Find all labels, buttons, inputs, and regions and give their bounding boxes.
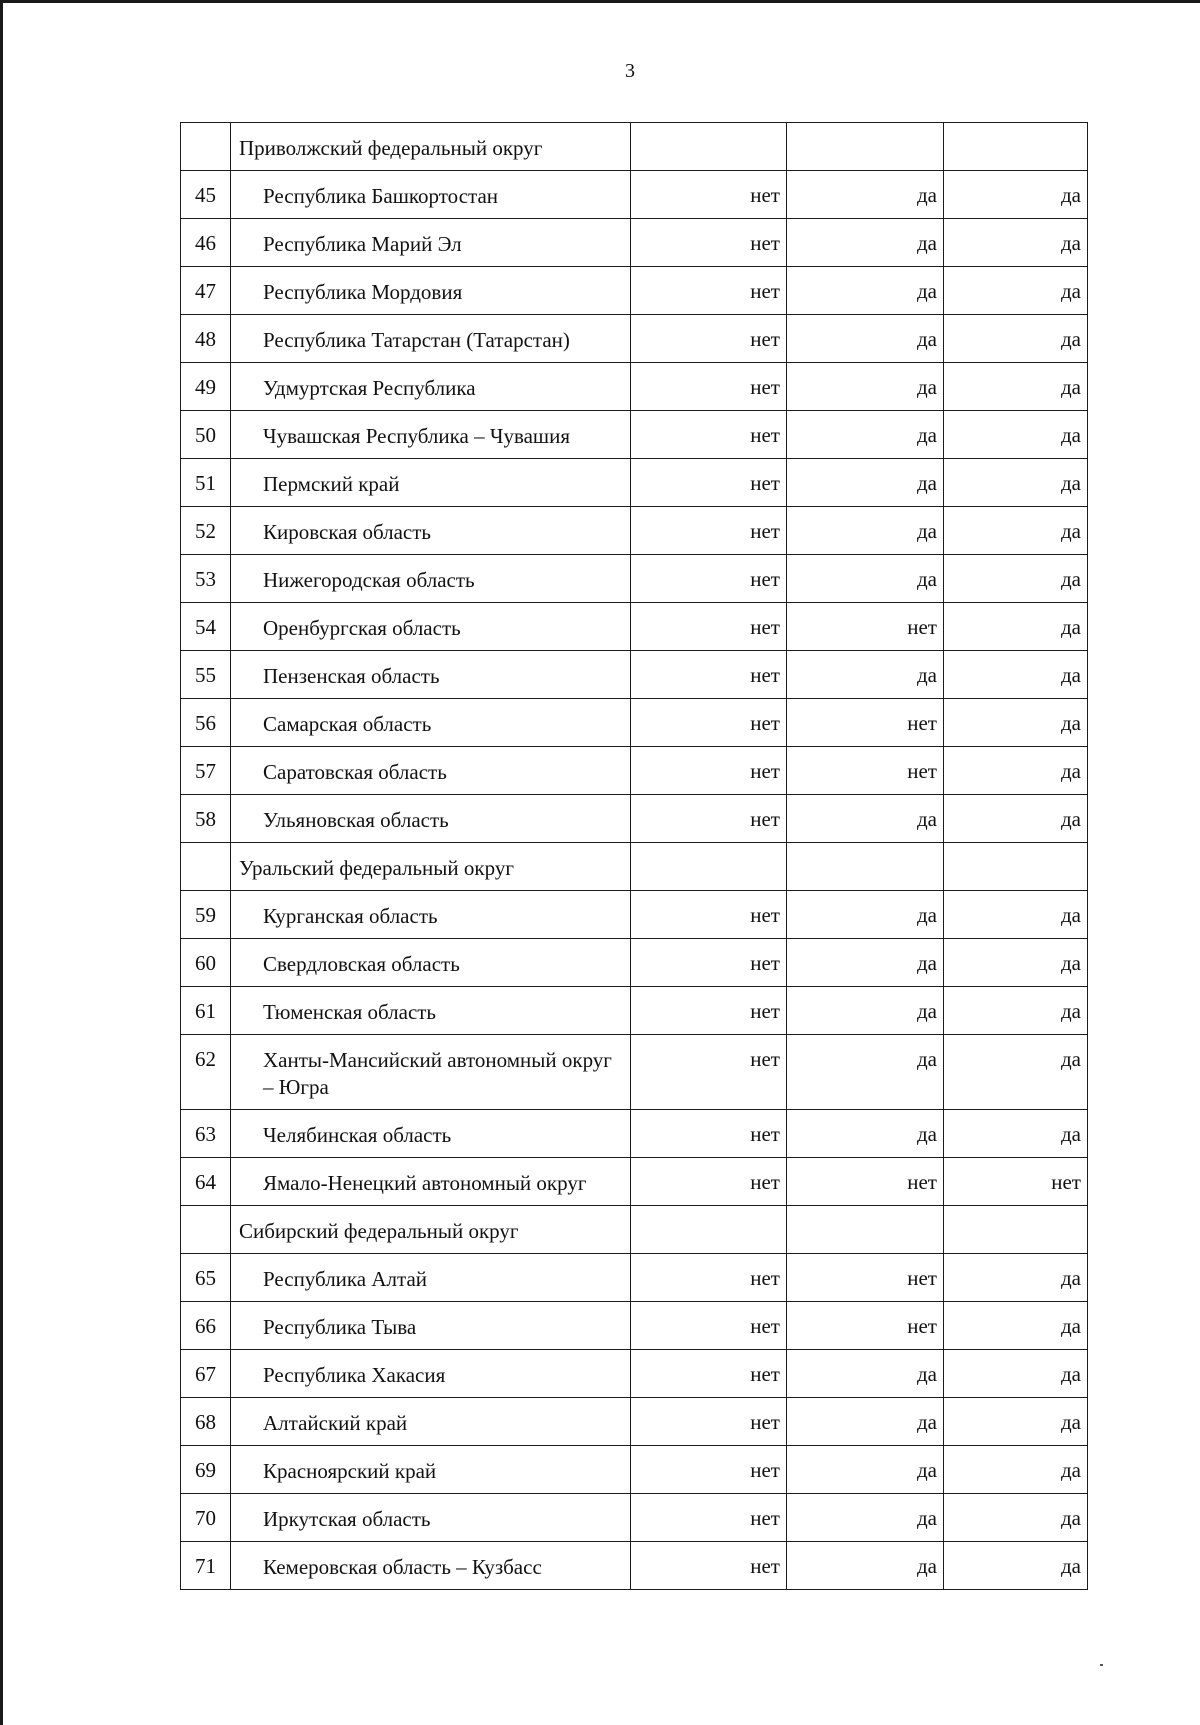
scan-speck: [1100, 1664, 1103, 1666]
region-number: 48: [181, 315, 231, 363]
region-row: [181, 507, 1088, 555]
value-col-3: да: [944, 411, 1088, 459]
value-col-1: нет: [631, 1110, 787, 1158]
region-row: [181, 939, 1088, 987]
region-number: 71: [181, 1542, 231, 1590]
region-row: [181, 459, 1088, 507]
value-col-1: нет: [631, 699, 787, 747]
value-col-3: да: [944, 747, 1088, 795]
value-col-1: нет: [631, 795, 787, 843]
region-row: [181, 1035, 1088, 1110]
value-col-1: нет: [631, 1158, 787, 1206]
region-number: 55: [181, 651, 231, 699]
value-col-2: да: [787, 171, 944, 219]
value-col-1: нет: [631, 459, 787, 507]
region-name: Красноярский край: [231, 1446, 631, 1494]
value-col-2: да: [787, 267, 944, 315]
value-col-1: нет: [631, 219, 787, 267]
value-col-3: да: [944, 651, 1088, 699]
region-row: [181, 315, 1088, 363]
district-num-cell: [181, 843, 231, 891]
region-name: Республика Тыва: [231, 1302, 631, 1350]
region-number: 63: [181, 1110, 231, 1158]
value-col-2: да: [787, 315, 944, 363]
region-number: 47: [181, 267, 231, 315]
regions-table: [180, 122, 1088, 1590]
value-col-2: да: [787, 1350, 944, 1398]
value-col-3: да: [944, 1035, 1088, 1110]
value-col-2: да: [787, 1398, 944, 1446]
value-col-2: да: [787, 1446, 944, 1494]
value-col-1: нет: [631, 939, 787, 987]
region-row: [181, 1110, 1088, 1158]
value-col-3: да: [944, 507, 1088, 555]
value-col-1: нет: [631, 1302, 787, 1350]
value-col-3: да: [944, 1542, 1088, 1590]
value-col-2: нет: [787, 1302, 944, 1350]
region-number: 51: [181, 459, 231, 507]
region-number: 56: [181, 699, 231, 747]
region-number: 69: [181, 1446, 231, 1494]
value-col-3: да: [944, 1302, 1088, 1350]
district-empty-cell: [787, 1206, 944, 1254]
scan-edge-left: [0, 0, 3, 1725]
value-col-1: нет: [631, 747, 787, 795]
region-name: Удмуртская Республика: [231, 363, 631, 411]
district-header-row: [181, 1206, 1088, 1254]
region-row: [181, 1254, 1088, 1302]
value-col-1: нет: [631, 411, 787, 459]
region-name: Самарская область: [231, 699, 631, 747]
region-name: Республика Хакасия: [231, 1350, 631, 1398]
district-name: Уральский федеральный округ: [231, 843, 631, 891]
value-col-1: нет: [631, 651, 787, 699]
value-col-3: да: [944, 795, 1088, 843]
region-row: [181, 219, 1088, 267]
region-number: 45: [181, 171, 231, 219]
region-name: Иркутская область: [231, 1494, 631, 1542]
value-col-2: да: [787, 1542, 944, 1590]
region-row: [181, 267, 1088, 315]
value-col-1: нет: [631, 1542, 787, 1590]
region-row: [181, 1542, 1088, 1590]
district-num-cell: [181, 123, 231, 171]
value-col-1: нет: [631, 267, 787, 315]
region-row: [181, 603, 1088, 651]
region-row: [181, 699, 1088, 747]
region-number: 50: [181, 411, 231, 459]
district-name: Сибирский федеральный округ: [231, 1206, 631, 1254]
value-col-2: да: [787, 891, 944, 939]
region-name: Пензенская область: [231, 651, 631, 699]
value-col-1: нет: [631, 507, 787, 555]
value-col-3: да: [944, 315, 1088, 363]
value-col-1: нет: [631, 363, 787, 411]
district-empty-cell: [631, 123, 787, 171]
value-col-1: нет: [631, 1398, 787, 1446]
value-col-1: нет: [631, 987, 787, 1035]
region-number: 59: [181, 891, 231, 939]
district-empty-cell: [944, 123, 1088, 171]
value-col-3: да: [944, 171, 1088, 219]
district-name: Приволжский федеральный округ: [231, 123, 631, 171]
region-row: [181, 987, 1088, 1035]
value-col-1: нет: [631, 171, 787, 219]
district-num-cell: [181, 1206, 231, 1254]
region-name: Ханты-Мансийский автономный округ – Югра: [231, 1035, 631, 1110]
region-row: [181, 555, 1088, 603]
region-name: Саратовская область: [231, 747, 631, 795]
district-empty-cell: [787, 123, 944, 171]
value-col-2: нет: [787, 747, 944, 795]
value-col-3: да: [944, 699, 1088, 747]
value-col-2: да: [787, 459, 944, 507]
region-row: [181, 747, 1088, 795]
region-row: [181, 1302, 1088, 1350]
value-col-1: нет: [631, 1254, 787, 1302]
region-number: 57: [181, 747, 231, 795]
region-row: [181, 171, 1088, 219]
region-name: Кировская область: [231, 507, 631, 555]
region-name: Челябинская область: [231, 1110, 631, 1158]
district-empty-cell: [631, 843, 787, 891]
district-empty-cell: [787, 843, 944, 891]
value-col-1: нет: [631, 1035, 787, 1110]
value-col-1: нет: [631, 315, 787, 363]
district-header-row: [181, 123, 1088, 171]
region-number: 46: [181, 219, 231, 267]
region-name: Республика Башкортостан: [231, 171, 631, 219]
value-col-3: да: [944, 1254, 1088, 1302]
value-col-2: да: [787, 987, 944, 1035]
district-header-row: [181, 843, 1088, 891]
value-col-2: да: [787, 363, 944, 411]
region-number: 70: [181, 1494, 231, 1542]
value-col-3: да: [944, 939, 1088, 987]
region-name: Чувашская Республика – Чувашия: [231, 411, 631, 459]
value-col-2: да: [787, 507, 944, 555]
region-name: Кемеровская область – Кузбасс: [231, 1542, 631, 1590]
region-number: 64: [181, 1158, 231, 1206]
value-col-1: нет: [631, 1350, 787, 1398]
region-number: 53: [181, 555, 231, 603]
value-col-2: да: [787, 219, 944, 267]
value-col-3: да: [944, 1446, 1088, 1494]
value-col-2: да: [787, 795, 944, 843]
value-col-3: да: [944, 1398, 1088, 1446]
region-name: Алтайский край: [231, 1398, 631, 1446]
value-col-3: да: [944, 1110, 1088, 1158]
region-number: 52: [181, 507, 231, 555]
region-row: [181, 1446, 1088, 1494]
district-empty-cell: [944, 1206, 1088, 1254]
value-col-1: нет: [631, 555, 787, 603]
region-row: [181, 891, 1088, 939]
value-col-2: да: [787, 1110, 944, 1158]
value-col-3: да: [944, 267, 1088, 315]
region-name: Оренбургская область: [231, 603, 631, 651]
region-name: Республика Алтай: [231, 1254, 631, 1302]
value-col-3: да: [944, 1350, 1088, 1398]
value-col-2: да: [787, 1494, 944, 1542]
region-row: [181, 411, 1088, 459]
region-number: 65: [181, 1254, 231, 1302]
value-col-3: да: [944, 363, 1088, 411]
value-col-3: да: [944, 891, 1088, 939]
region-name: Ямало-Ненецкий автономный округ: [231, 1158, 631, 1206]
region-name: Пермский край: [231, 459, 631, 507]
region-row: [181, 1494, 1088, 1542]
value-col-3: да: [944, 1494, 1088, 1542]
value-col-3: да: [944, 555, 1088, 603]
value-col-1: нет: [631, 603, 787, 651]
region-number: 62: [181, 1035, 231, 1110]
region-row: [181, 1158, 1088, 1206]
value-col-3: да: [944, 219, 1088, 267]
region-row: [181, 651, 1088, 699]
value-col-2: нет: [787, 603, 944, 651]
region-number: 54: [181, 603, 231, 651]
region-name: Республика Марий Эл: [231, 219, 631, 267]
value-col-2: да: [787, 1035, 944, 1110]
region-number: 58: [181, 795, 231, 843]
region-number: 66: [181, 1302, 231, 1350]
region-row: [181, 1350, 1088, 1398]
regions-table-body: [181, 123, 1088, 1590]
region-number: 60: [181, 939, 231, 987]
region-number: 49: [181, 363, 231, 411]
region-row: [181, 795, 1088, 843]
value-col-2: да: [787, 939, 944, 987]
value-col-2: да: [787, 555, 944, 603]
value-col-2: да: [787, 411, 944, 459]
page-number: 3: [625, 60, 635, 82]
value-col-3: нет: [944, 1158, 1088, 1206]
value-col-1: нет: [631, 891, 787, 939]
region-name: Ульяновская область: [231, 795, 631, 843]
value-col-3: да: [944, 603, 1088, 651]
value-col-2: да: [787, 651, 944, 699]
value-col-1: нет: [631, 1494, 787, 1542]
value-col-1: нет: [631, 1446, 787, 1494]
region-name: Нижегородская область: [231, 555, 631, 603]
region-row: [181, 363, 1088, 411]
region-number: 67: [181, 1350, 231, 1398]
region-name: Республика Татарстан (Татарстан): [231, 315, 631, 363]
region-row: [181, 1398, 1088, 1446]
region-name: Курганская область: [231, 891, 631, 939]
value-col-2: нет: [787, 1158, 944, 1206]
value-col-2: нет: [787, 1254, 944, 1302]
district-empty-cell: [944, 843, 1088, 891]
region-name: Свердловская область: [231, 939, 631, 987]
value-col-2: нет: [787, 699, 944, 747]
region-name: Тюменская область: [231, 987, 631, 1035]
region-name: Республика Мордовия: [231, 267, 631, 315]
scan-edge-top: [0, 0, 1200, 3]
region-number: 61: [181, 987, 231, 1035]
value-col-3: да: [944, 987, 1088, 1035]
value-col-3: да: [944, 459, 1088, 507]
district-empty-cell: [631, 1206, 787, 1254]
region-number: 68: [181, 1398, 231, 1446]
